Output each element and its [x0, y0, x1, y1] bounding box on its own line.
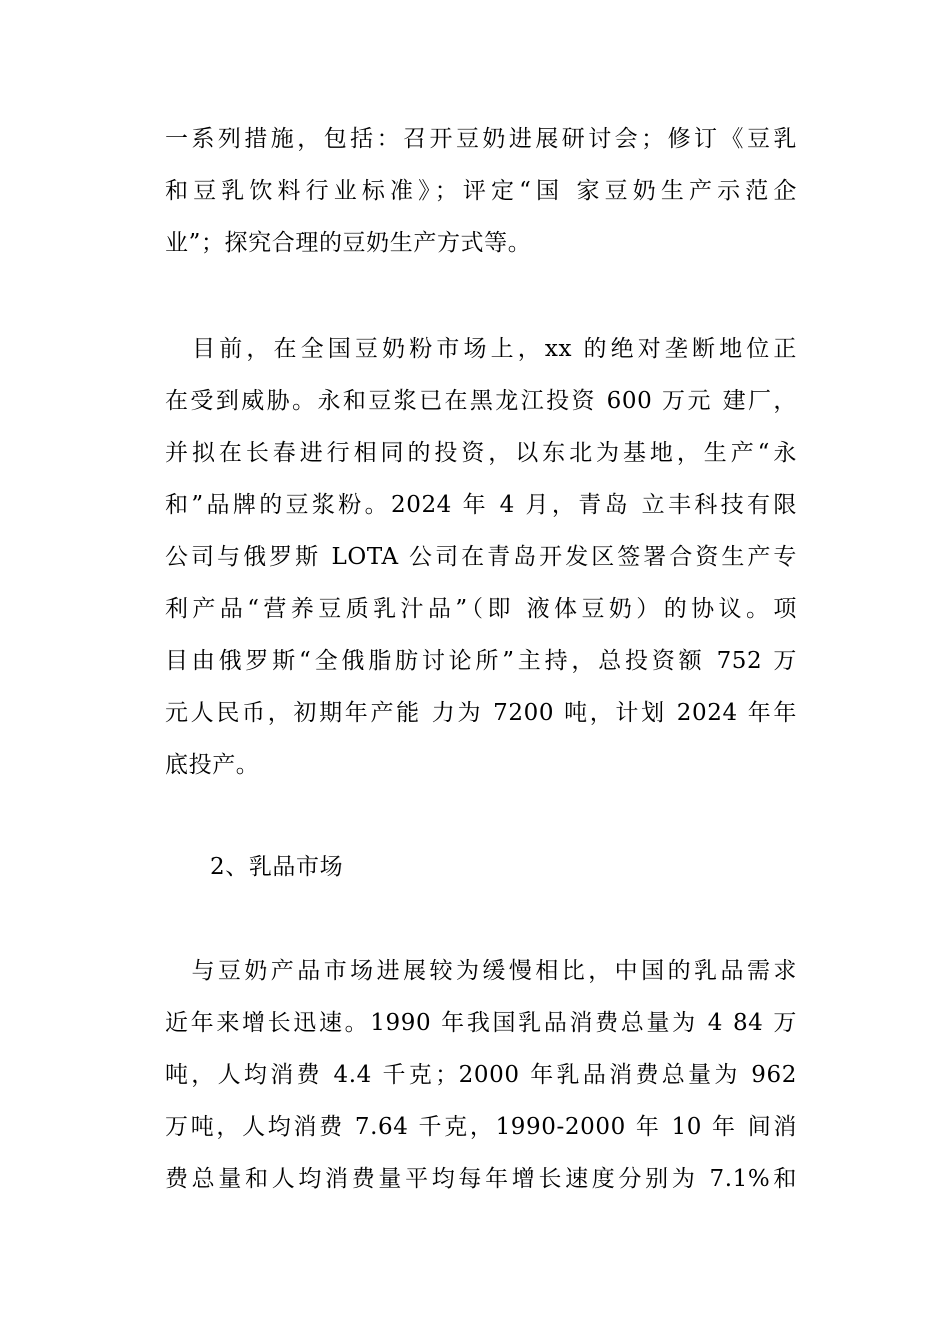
text-line: 近年来增长迅速。1990 年我国乳品消费总量为 4 84 万	[165, 1010, 797, 1036]
text-line: 费总量和人均消费量平均每年增长速度分别为 7.1%和	[165, 1166, 797, 1192]
text-line: 一系列措施，包括：召开豆奶进展研讨会；修订《豆乳	[165, 126, 797, 152]
text-line: 底投产。	[165, 752, 260, 778]
text-line: 和豆乳饮料行业标准》；评定“国 家豆奶生产示范企	[165, 178, 797, 204]
text-line: 目前，在全国豆奶粉市场上，xx 的绝对垄断地位正	[165, 336, 797, 362]
text-line: 与豆奶产品市场进展较为缓慢相比，中国的乳品需求	[165, 958, 797, 984]
text-line: 吨，人均消费 4.4 千克；2000 年乳品消费总量为 962	[165, 1062, 797, 1088]
text-line: 在受到威胁。永和豆浆已在黑龙江投资 600 万元 建厂，	[165, 388, 797, 414]
text-line: 业”；探究合理的豆奶生产方式等。	[165, 230, 532, 256]
text-line: 和”品牌的豆浆粉。2024 年 4 月，青岛 立丰科技有限	[165, 492, 797, 518]
paragraph-soymilk-market	[165, 323, 797, 791]
text-line: 万吨，人均消费 7.64 千克，1990-2000 年 10 年 间消	[165, 1114, 797, 1140]
paragraph-dairy-market	[165, 945, 797, 1205]
text-line: 元人民币，初期年产能 力为 7200 吨，计划 2024 年年	[165, 700, 797, 726]
text-line: 并拟在长春进行相同的投资，以东北为基地，生产“永	[165, 440, 797, 466]
text-line: 利产品“营养豆质乳汁品”（即 液体豆奶）的协议。项	[165, 596, 797, 622]
section-heading: 2、乳品市场	[210, 854, 344, 880]
text-line: 公司与俄罗斯 LOTA 公司在青岛开发区签署合资生产专	[165, 544, 797, 570]
text-line: 目由俄罗斯“全俄脂肪讨论所”主持，总投资额 752 万	[165, 648, 797, 674]
paragraph-measures	[165, 113, 797, 269]
